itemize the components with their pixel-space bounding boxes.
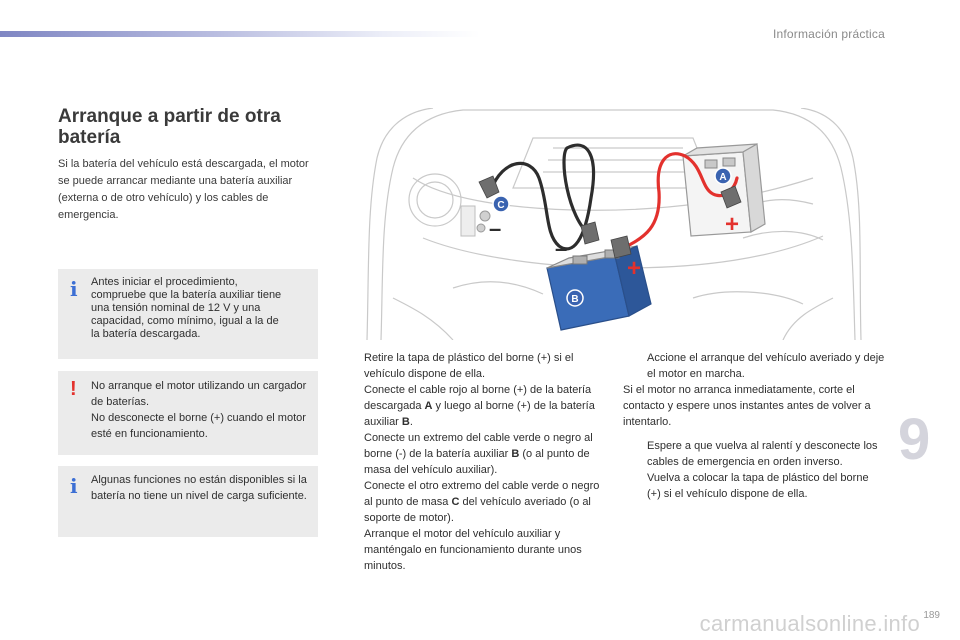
page-title [58,106,318,148]
step-text: y luego al borne (+) de la batería auxiliar [364,400,595,428]
step-text: Vuelva a colocar la tapa de plástico del borne (+) si el vehículo dispone de ella. [647,472,869,500]
info-note-1-line: la batería descargada. [91,328,201,340]
step-text: . [409,416,413,428]
warning-icon: ! [70,378,77,400]
step-text: (o al punto de masa del vehículo auxiliar). [364,448,590,476]
list-item [623,350,885,382]
title-line-2: batería [58,127,121,148]
list-item [340,430,602,478]
warning-note [58,371,318,455]
step-text: Conecte un extremo del cable verde o negro al borne (-) de la batería auxiliar [364,432,593,460]
warning-text-1: No arranque el motor utilizando un cargador de baterías. [91,380,307,408]
step-text: del vehículo averiado (o al soporte de motor). [364,496,591,524]
step-text: Espere a que vuelva al ralentí y desconecte los cables de emergencia en orden inverso. [647,440,878,468]
list-item [623,438,885,470]
info-note-1 [58,269,318,359]
minus-sign-b: – [555,236,568,261]
info-note-1-line: compruebe que la batería auxiliar tiene [91,289,282,301]
step-text: Conecte el cable rojo al borne (+) de la batería descargada [364,384,592,412]
step-text: Conecte el otro extremo del cable verde o negro al punto de masa [364,480,600,508]
list-item [340,350,602,382]
list-item [340,382,602,430]
list-item [340,526,602,574]
battery-ref-b: B [401,416,410,428]
black-jump-cable [491,145,594,249]
watermark: carmanualsonline.info [699,611,920,636]
spacer [623,430,885,438]
plus-sign-a: + [725,211,740,238]
page-number: 189 [923,610,940,621]
badge-a-label: A [719,172,727,183]
info-note-2 [58,466,318,537]
info-note-1-line: una tensión nominal de 12 V y una [91,302,261,314]
ground-ref-c: C [451,496,460,508]
discharged-battery-a [683,144,765,236]
info-icon: i [70,277,78,301]
title-line-1: Arranque a partir de otra [58,106,281,127]
step-text: Arranque el motor del vehículo auxiliar y manténgalo en funcionamiento durante unos minutos. [364,528,582,572]
header-color-bar [0,31,480,37]
chapter-number: 9 [898,407,931,472]
list-item [623,470,885,502]
badge-b-label: B [571,294,579,305]
step-text: Retire la tapa de plástico del borne (+) si el vehículo dispone de ella. [364,352,574,380]
info-icon: i [70,474,78,498]
jump-start-illustration [353,108,875,340]
info-note-2-text: Algunas funciones no están disponibles si la batería no tiene un nivel de carga suficiente. [91,474,307,502]
step-text: Accione el arranque del vehículo averiado y deje el motor en marcha. [647,352,885,380]
battery-ref-a: A [424,400,433,412]
intro-paragraph: Si la batería del vehículo está descargada, el motor se puede arrancar mediante una batería auxiliar (externa o de otro vehículo) y los cables de emergencia. [58,158,309,221]
retry-paragraph: Si el motor no arranca inmediatamente, corte el contacto y espere unos instantes antes de volver a intentarlo. [623,384,871,428]
steps-column-middle [340,350,602,574]
plus-sign-b: + [627,255,642,282]
info-note-1-line: Antes iniciar el procedimiento, [91,276,238,288]
minus-sign-c: – [489,216,502,241]
battery-ref-b: B [511,448,520,460]
ground-point-c [461,206,490,236]
steps-column-right [623,350,885,502]
warning-text-2: No desconecte el borne (+) cuando el motor esté en funcionamiento. [91,412,306,440]
section-title: Información práctica [772,27,885,41]
info-note-1-line: capacidad, como mínimo, igual a la de [91,315,279,327]
badge-c-label: C [497,200,505,211]
list-item [340,478,602,526]
